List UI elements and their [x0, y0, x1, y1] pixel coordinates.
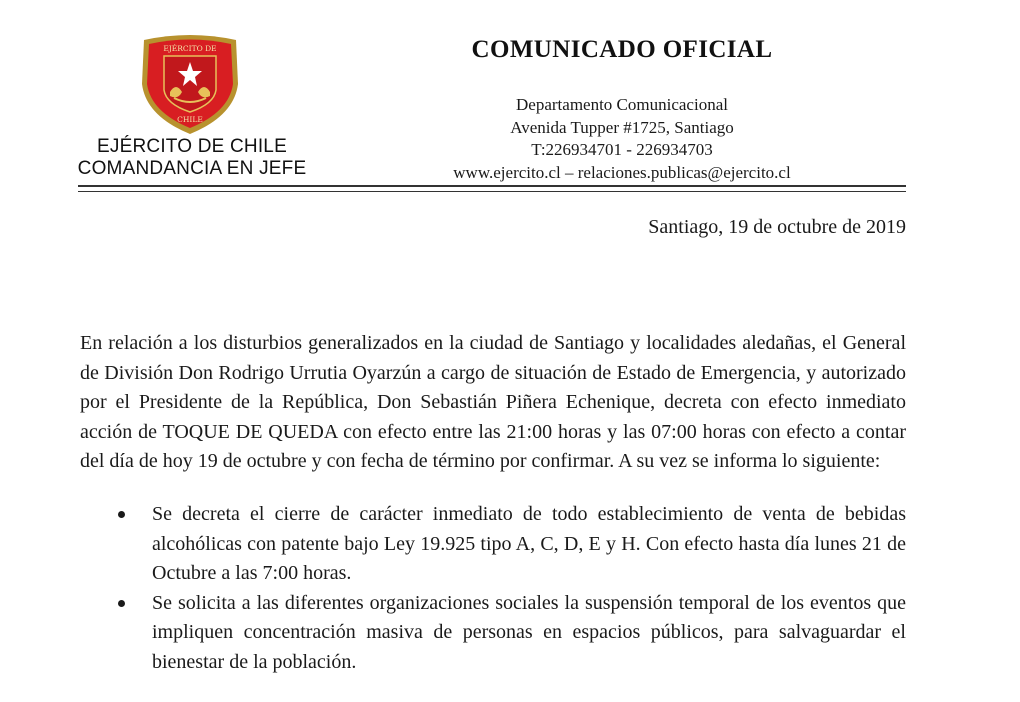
document-title: COMUNICADO OFICIAL: [471, 36, 773, 63]
army-crest-icon: [134, 32, 246, 136]
document-date: Santiago, 19 de octubre de 2019: [648, 216, 906, 238]
list-item: [110, 500, 906, 589]
list-item-text: Se decreta el cierre de carácter inmediato de todo establecimiento de venta de bebidas alcohólicas con patente bajo Ley 19.925 tipo A, C, D, E y H. Con efecto hasta día lunes 21 de Octubre a las 7:00 horas.: [152, 503, 906, 584]
body-paragraph: En relación a los disturbios generalizados en la ciudad de Santiago y localidades aledañas, el General de División Don Rodrigo Urrutia Oyarzún a cargo de situación de Estado de Emergencia, y autorizado por el Presidente de la República, Don Sebastián Piñera Echenique, decreta con efecto inmediato acción de TOQUE DE QUEDA con efecto entre las 21:00 horas y las 07:00 horas con efecto a contar del día de hoy 19 de octubre y con fecha de término por confirmar. A su vez se informa lo siguiente:: [80, 332, 906, 472]
department-web-email: www.ejercito.cl – relaciones.publicas@ejercito.cl: [453, 163, 791, 182]
bullet-icon: [118, 511, 125, 518]
department-phone: T:226934701 - 226934703: [531, 140, 713, 159]
org-name-line2: COMANDANCIA EN JEFE: [77, 158, 307, 179]
list-item: [110, 589, 906, 678]
header-divider-thick: [78, 185, 906, 187]
bullet-icon: [118, 600, 125, 607]
department-address: Avenida Tupper #1725, Santiago: [510, 118, 734, 137]
header-divider-thin: [78, 191, 906, 192]
measures-list: [110, 500, 906, 677]
list-item-text: Se solicita a las diferentes organizaciones sociales la suspensión temporal de los eventos que impliquen concentración masiva de personas en espacios públicos, para salvaguardar el bienestar de la población.: [152, 591, 906, 673]
org-name-line1: EJÉRCITO DE CHILE: [97, 136, 287, 157]
department-name: Departamento Comunicacional: [516, 95, 728, 114]
crest-banner-bottom: CHILE: [177, 115, 203, 124]
crest-banner-top: EJÉRCITO DE: [163, 44, 217, 53]
